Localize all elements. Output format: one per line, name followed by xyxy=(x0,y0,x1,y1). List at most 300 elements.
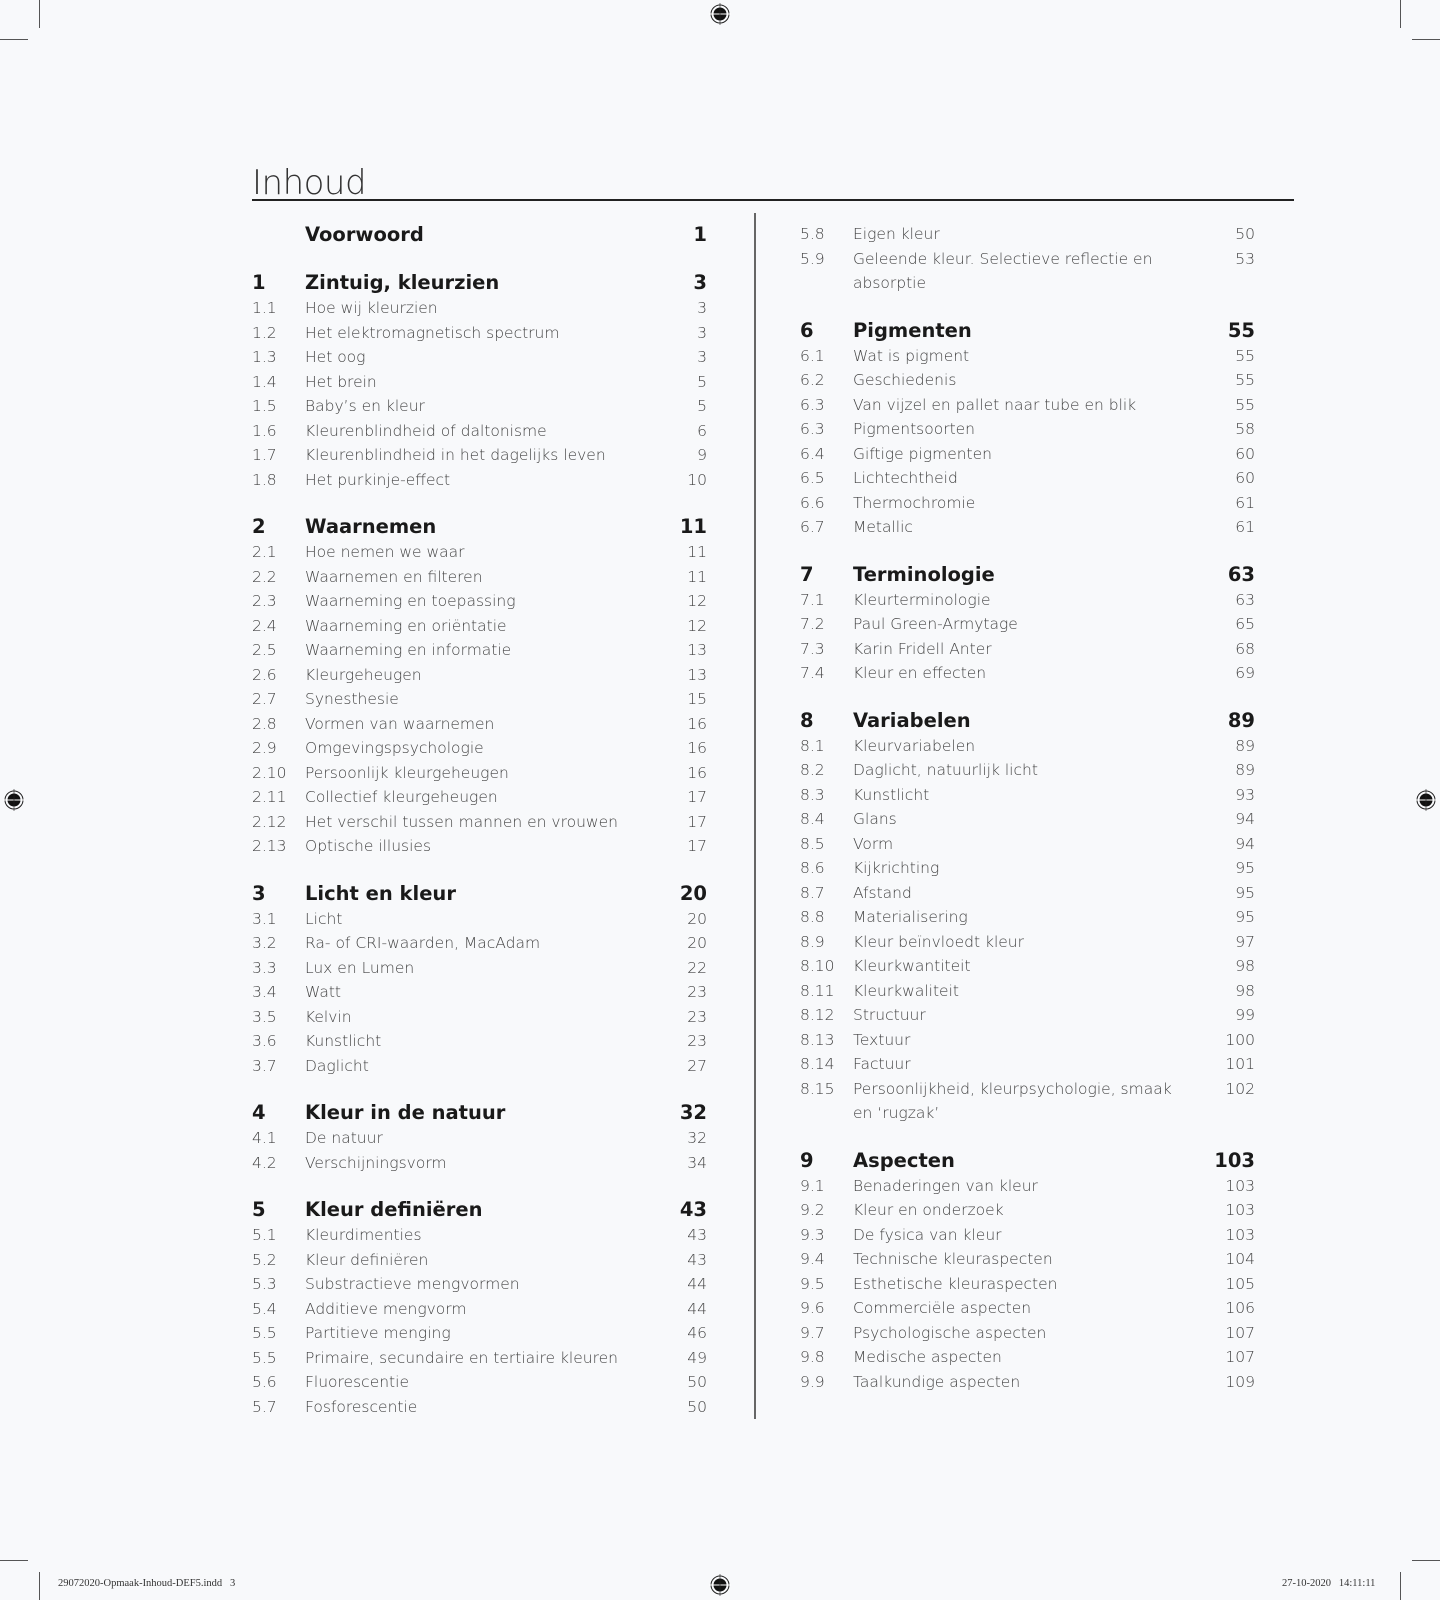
toc-entry xyxy=(252,931,707,956)
toc-label: Van vijzel en pallet naar tube en blik xyxy=(853,395,1137,414)
toc-entry xyxy=(800,661,1255,686)
toc-chapter xyxy=(800,708,1255,734)
toc-page: 94 xyxy=(1235,810,1255,828)
toc-label: Substractieve mengvormen xyxy=(305,1275,520,1293)
toc-page: 3 xyxy=(697,348,707,366)
toc-label: Waarneming en informatie xyxy=(305,641,512,659)
toc-num: 2.13 xyxy=(252,837,287,855)
toc-num: 9.7 xyxy=(800,1323,825,1342)
toc-entry xyxy=(252,419,707,444)
toc-page: 17 xyxy=(687,788,707,806)
toc-num: 7 xyxy=(800,562,814,586)
toc-page: 17 xyxy=(687,837,707,855)
toc-label: Omgevingspsychologie xyxy=(305,739,484,757)
toc-label: Primaire, secundaire en tertiaire kleuren xyxy=(305,1348,618,1367)
toc-num: 6 xyxy=(800,318,814,342)
crop-mark xyxy=(1400,0,1401,28)
toc-page: 20 xyxy=(687,909,707,928)
footer-file: 29072020-Opmaak-Inhoud-DEF5.indd 3 xyxy=(58,1578,236,1589)
crop-mark xyxy=(0,39,28,40)
toc-page: 16 xyxy=(687,763,707,782)
toc-page: 98 xyxy=(1235,957,1255,975)
toc-num: 8.4 xyxy=(800,810,825,828)
toc-label: Waarnemen en filteren xyxy=(305,567,483,586)
toc-page: 63 xyxy=(1235,590,1255,609)
toc-entry xyxy=(800,1003,1255,1028)
registration-mark-icon xyxy=(709,1574,731,1596)
toc-page: 89 xyxy=(1235,736,1255,755)
toc-entry xyxy=(800,856,1255,881)
registration-mark-icon xyxy=(3,789,25,811)
toc-page: 43 xyxy=(679,1198,707,1221)
toc-label: Additieve mengvorm xyxy=(305,1299,467,1318)
toc-page: 55 xyxy=(1235,395,1255,414)
toc-num: 2.6 xyxy=(252,665,277,684)
toc-num: 7.2 xyxy=(800,615,825,633)
toc-label: Het oog xyxy=(305,348,366,366)
crop-mark xyxy=(0,1560,28,1561)
toc-page: 97 xyxy=(1235,932,1255,951)
toc-entry xyxy=(252,540,707,565)
toc-num: 2.9 xyxy=(252,739,277,757)
toc-page: 61 xyxy=(1235,518,1255,536)
toc-entry xyxy=(252,468,707,493)
toc-label: Fluorescentie xyxy=(305,1373,409,1391)
toc-page: 100 xyxy=(1225,1030,1255,1049)
toc-page: 5 xyxy=(697,397,707,415)
toc-label: Daglicht, natuurlijk licht xyxy=(853,761,1038,779)
toc-entry xyxy=(800,344,1255,369)
toc-num: 3.2 xyxy=(252,934,277,952)
toc-page: 101 xyxy=(1225,1055,1255,1073)
toc-entry xyxy=(252,638,707,663)
toc-num: 1.6 xyxy=(252,421,277,440)
toc-entry xyxy=(800,807,1255,832)
toc-page: 23 xyxy=(687,1032,707,1050)
toc-entry xyxy=(800,1052,1255,1077)
toc-label: Commerciële aspecten xyxy=(853,1299,1032,1317)
toc-label: Geleende kleur. Selectieve reflectie en absorptie xyxy=(853,249,1153,292)
toc-num: 9.3 xyxy=(800,1225,825,1244)
toc-page: 49 xyxy=(687,1348,707,1367)
toc-page: 43 xyxy=(687,1250,707,1269)
toc-page: 3 xyxy=(697,299,707,317)
toc-num: 8.1 xyxy=(800,736,825,755)
toc-num: 9.8 xyxy=(800,1348,825,1366)
toc-page: 23 xyxy=(687,1007,707,1026)
toc-page: 98 xyxy=(1235,981,1255,1000)
toc-label: Voorwoord xyxy=(305,223,424,246)
toc-num: 2.8 xyxy=(252,714,277,733)
toc-num: 9.4 xyxy=(800,1250,825,1268)
toc-chapter xyxy=(252,270,707,296)
registration-mark-icon xyxy=(1415,789,1437,811)
toc-page: 5 xyxy=(697,372,707,391)
toc-label: Waarnemen xyxy=(305,515,437,538)
toc-label: De fysica van kleur xyxy=(853,1225,1002,1244)
toc-label: Daglicht xyxy=(305,1056,369,1075)
toc-entry xyxy=(800,637,1255,662)
toc-page: 55 xyxy=(1235,346,1255,365)
toc-label: Hoe wij kleurzien xyxy=(305,299,438,317)
toc-label: Ra- of CRI-waarden, MacAdam xyxy=(305,934,541,952)
toc-label: Optische illusies xyxy=(305,837,432,855)
footer-timestamp: 27-10-2020 14:11:11 xyxy=(1282,1578,1376,1589)
toc-num: 2.10 xyxy=(252,763,287,782)
toc-num: 8.2 xyxy=(800,761,825,779)
toc-label: Kleur definiëren xyxy=(305,1198,483,1221)
toc-label: Pigmenten xyxy=(853,318,972,342)
toc-label: De natuur xyxy=(305,1129,383,1147)
toc-page: 3 xyxy=(693,271,707,294)
toc-label: Metallic xyxy=(853,518,913,536)
toc-num xyxy=(252,222,305,248)
toc-page: 63 xyxy=(1227,562,1255,586)
toc-label: Hoe nemen we waar xyxy=(305,543,465,561)
toc-num: 4.2 xyxy=(252,1153,277,1172)
toc-page: 103 xyxy=(1225,1201,1255,1219)
toc-num: 2.3 xyxy=(252,592,277,610)
toc-label: Kleurgeheugen xyxy=(305,665,422,684)
toc-num: 3.7 xyxy=(252,1056,277,1075)
toc-label: Collectief kleurgeheugen xyxy=(305,788,498,806)
toc-entry xyxy=(800,1296,1255,1321)
toc-num: 8.7 xyxy=(800,883,825,902)
toc-entry xyxy=(252,687,707,712)
toc-entry xyxy=(800,930,1255,955)
toc-label: Aspecten xyxy=(853,1148,955,1172)
toc-entry xyxy=(800,1198,1255,1223)
toc-label: Licht en kleur xyxy=(305,881,456,905)
toc-num: 8 xyxy=(800,708,814,732)
toc-num: 5.1 xyxy=(252,1226,277,1244)
toc-label: Watt xyxy=(305,983,341,1001)
toc-num: 1.7 xyxy=(252,446,277,464)
crop-mark xyxy=(39,0,40,28)
toc-num: 8.14 xyxy=(800,1055,835,1073)
toc-page: 34 xyxy=(687,1153,707,1172)
toc-entry xyxy=(800,832,1255,857)
toc-chapter xyxy=(800,1148,1255,1174)
toc-page: 11 xyxy=(687,543,707,561)
toc-label: Glans xyxy=(853,810,897,828)
toc-chapter xyxy=(252,881,707,907)
toc-page: 99 xyxy=(1235,1006,1255,1024)
toc-left-column xyxy=(252,222,707,1419)
toc-label: Wat is pigment xyxy=(853,346,970,365)
toc-num: 1.1 xyxy=(252,299,277,317)
toc-chapter xyxy=(252,1100,707,1126)
toc-entry xyxy=(800,393,1255,418)
toc-entry xyxy=(252,345,707,370)
toc-page: 12 xyxy=(687,592,707,610)
toc-label: Kleurvariabelen xyxy=(853,736,976,755)
toc-label: Kleurenblindheid of daltonisme xyxy=(305,421,547,440)
toc-label: Het purkinje-effect xyxy=(305,470,451,489)
toc-label: Afstand xyxy=(853,883,912,902)
toc-page: 32 xyxy=(679,1101,707,1124)
toc-page: 27 xyxy=(687,1056,707,1075)
toc-num: 8.10 xyxy=(800,957,835,975)
toc-page: 50 xyxy=(1235,225,1255,243)
toc-entry xyxy=(252,614,707,639)
toc-label: Kijkrichting xyxy=(853,859,940,877)
toc-num: 2.12 xyxy=(252,812,287,831)
toc-num: 8.8 xyxy=(800,908,825,926)
toc-page: 11 xyxy=(687,567,707,586)
toc-entry xyxy=(800,588,1255,613)
toc-num: 6.3 xyxy=(800,395,825,414)
toc-num: 5.2 xyxy=(252,1250,277,1269)
toc-num: 3.3 xyxy=(252,958,277,977)
toc-num: 1.5 xyxy=(252,397,277,415)
toc-page: 102 xyxy=(1225,1079,1255,1098)
toc-label: Structuur xyxy=(853,1006,926,1024)
toc-num: 8.9 xyxy=(800,932,825,951)
toc-label: Karin Fridell Anter xyxy=(853,639,992,658)
toc-entry xyxy=(252,712,707,737)
toc-entry xyxy=(800,979,1255,1004)
toc-num: 3.5 xyxy=(252,1007,277,1026)
registration-mark-icon xyxy=(709,3,731,25)
toc-num: 2.2 xyxy=(252,567,277,586)
toc-entry xyxy=(252,1248,707,1273)
toc-label: Taalkundige aspecten xyxy=(853,1372,1021,1391)
toc-num: 3.6 xyxy=(252,1032,277,1050)
toc-entry xyxy=(800,247,1255,296)
toc-chapter xyxy=(252,1197,707,1223)
toc-num: 9.9 xyxy=(800,1372,825,1391)
crop-mark xyxy=(1412,1560,1440,1561)
toc-entry xyxy=(800,612,1255,637)
toc-entry xyxy=(252,1151,707,1176)
toc-entry xyxy=(800,783,1255,808)
toc-num: 7.3 xyxy=(800,639,825,658)
toc-label: Persoonlijkheid, kleurpsychologie, smaak en ‘rugzak’ xyxy=(853,1079,1172,1122)
toc-label: Kelvin xyxy=(305,1007,352,1026)
toc-label: Het verschil tussen mannen en vrouwen xyxy=(305,812,618,831)
toc-label: Textuur xyxy=(853,1030,911,1049)
toc-label: Kunstlicht xyxy=(305,1032,382,1050)
toc-page: 93 xyxy=(1235,785,1255,804)
toc-label: Materialisering xyxy=(853,908,968,926)
toc-entry xyxy=(800,881,1255,906)
toc-page: 55 xyxy=(1227,318,1255,342)
toc-entry xyxy=(252,1272,707,1297)
toc-entry xyxy=(800,905,1255,930)
toc-entry xyxy=(252,663,707,688)
toc-label: Het elektromagnetisch spectrum xyxy=(305,323,560,342)
toc-num: 5.5 xyxy=(252,1348,277,1367)
toc-label: Het brein xyxy=(305,372,377,391)
toc-num: 5.9 xyxy=(800,249,825,268)
toc-label: Kleurenblindheid in het dagelijks leven xyxy=(305,446,606,464)
toc-num: 5.7 xyxy=(252,1397,277,1416)
toc-page: 46 xyxy=(687,1324,707,1342)
toc-page: 6 xyxy=(697,421,707,440)
toc-label: Fosforescentie xyxy=(305,1397,418,1416)
toc-entry xyxy=(252,1321,707,1346)
toc-page: 89 xyxy=(1235,761,1255,779)
toc-entry xyxy=(800,1174,1255,1199)
toc-page: 17 xyxy=(687,812,707,831)
toc-num: 5.3 xyxy=(252,1275,277,1293)
crop-mark xyxy=(1412,39,1440,40)
toc-page: 1 xyxy=(693,223,707,246)
toc-num: 7.4 xyxy=(800,664,825,682)
toc-entry xyxy=(252,810,707,835)
toc-label: Lux en Lumen xyxy=(305,958,415,977)
page-title: Inhoud xyxy=(252,163,367,203)
toc-page: 109 xyxy=(1225,1372,1255,1391)
toc-label: Psychologische aspecten xyxy=(853,1323,1047,1342)
toc-entry xyxy=(800,222,1255,247)
toc-num: 8.13 xyxy=(800,1030,835,1049)
toc-entry xyxy=(252,589,707,614)
title-rule xyxy=(252,163,1294,201)
toc-label: Lichtechtheid xyxy=(853,469,958,487)
toc-page: 95 xyxy=(1235,908,1255,926)
toc-num: 8.15 xyxy=(800,1079,835,1098)
toc-num: 2.11 xyxy=(252,788,287,806)
toc-num: 6.5 xyxy=(800,469,825,487)
toc-entry xyxy=(252,296,707,321)
crop-mark xyxy=(39,1572,40,1600)
toc-num: 1.2 xyxy=(252,323,277,342)
toc-num: 9.5 xyxy=(800,1274,825,1293)
toc-label: Kleur beïnvloedt kleur xyxy=(853,932,1024,951)
toc-num: 6.3 xyxy=(800,420,825,438)
toc-num: 2.7 xyxy=(252,690,277,708)
toc-entry xyxy=(252,1346,707,1371)
toc-label: Kleur in de natuur xyxy=(305,1101,506,1124)
toc-label: Waarneming en toepassing xyxy=(305,592,516,610)
toc-num: 4 xyxy=(252,1101,266,1124)
toc-page: 95 xyxy=(1235,859,1255,877)
toc-num: 1.3 xyxy=(252,348,277,366)
toc-label: Geschiedenis xyxy=(853,371,957,389)
toc-page: 10 xyxy=(687,470,707,489)
toc-page: 61 xyxy=(1235,493,1255,512)
toc-entry xyxy=(252,1395,707,1420)
toc-entry xyxy=(800,1370,1255,1395)
toc-label: Technische kleuraspecten xyxy=(853,1250,1053,1268)
toc-entry xyxy=(800,1321,1255,1346)
toc-page: 60 xyxy=(1235,444,1255,463)
toc-entry xyxy=(252,565,707,590)
toc-page: 44 xyxy=(687,1299,707,1318)
toc-page: 53 xyxy=(1235,249,1255,268)
toc-page: 16 xyxy=(687,714,707,733)
toc-num: 9.1 xyxy=(800,1176,825,1195)
toc-entry xyxy=(252,1370,707,1395)
toc-entry xyxy=(252,321,707,346)
toc-num: 5 xyxy=(252,1198,266,1221)
toc-label: Terminologie xyxy=(853,562,995,586)
toc-entry xyxy=(252,1029,707,1054)
toc-num: 7.1 xyxy=(800,590,825,609)
toc-page: 107 xyxy=(1225,1323,1255,1342)
toc-num: 9.6 xyxy=(800,1299,825,1317)
toc-label: Eigen kleur xyxy=(853,225,940,243)
toc-entry xyxy=(800,442,1255,467)
toc-label: Factuur xyxy=(853,1055,911,1073)
toc-entry xyxy=(800,1247,1255,1272)
toc-entry xyxy=(800,491,1255,516)
toc-page: 20 xyxy=(687,934,707,952)
toc-label: Kleurdimenties xyxy=(305,1226,422,1244)
toc-page: 60 xyxy=(1235,469,1255,487)
toc-num: 8.3 xyxy=(800,785,825,804)
toc-chapter xyxy=(800,562,1255,588)
toc-entry xyxy=(800,734,1255,759)
toc-num: 3 xyxy=(252,881,266,905)
toc-page: 58 xyxy=(1235,420,1255,438)
toc-num: 4.1 xyxy=(252,1129,277,1147)
toc-page: 9 xyxy=(697,446,707,464)
toc-label: Medische aspecten xyxy=(853,1348,1002,1366)
toc-page: 20 xyxy=(679,881,707,905)
toc-label: Kleur definiëren xyxy=(305,1250,429,1269)
toc-label: Waarneming en oriëntatie xyxy=(305,616,507,635)
toc-num: 5.5 xyxy=(252,1324,277,1342)
toc-num: 2 xyxy=(252,515,266,538)
toc-label: Giftige pigmenten xyxy=(853,444,992,463)
toc-label: Verschijningsvorm xyxy=(305,1153,447,1172)
toc-entry xyxy=(800,1272,1255,1297)
toc-page: 65 xyxy=(1235,615,1255,633)
toc-num: 2.4 xyxy=(252,616,277,635)
toc-num: 2.1 xyxy=(252,543,277,561)
toc-page: 15 xyxy=(687,690,707,708)
toc-entry xyxy=(252,1005,707,1030)
toc-page: 3 xyxy=(697,323,707,342)
toc-label: Thermochromie xyxy=(853,493,976,512)
toc-page: 68 xyxy=(1235,639,1255,658)
toc-entry xyxy=(252,1297,707,1322)
toc-num: 8.12 xyxy=(800,1006,835,1024)
toc-page: 13 xyxy=(687,665,707,684)
toc-page: 95 xyxy=(1235,883,1255,902)
toc-label: Kleurkwantiteit xyxy=(853,957,971,975)
column-divider xyxy=(754,213,756,1419)
toc-entry xyxy=(252,370,707,395)
toc-num: 2.5 xyxy=(252,641,277,659)
toc-page: 11 xyxy=(679,515,707,538)
toc-entry xyxy=(800,954,1255,979)
toc-label: Baby’s en kleur xyxy=(305,397,425,415)
crop-mark xyxy=(1400,1572,1401,1600)
toc-entry xyxy=(800,1028,1255,1053)
toc-page: 103 xyxy=(1214,1148,1255,1172)
toc-label: Benaderingen van kleur xyxy=(853,1176,1038,1195)
toc-label: Licht xyxy=(305,909,343,928)
toc-num: 5.8 xyxy=(800,225,825,243)
toc-page: 32 xyxy=(687,1129,707,1147)
toc-num: 9.2 xyxy=(800,1201,825,1219)
toc-page: 50 xyxy=(687,1373,707,1391)
toc-label: Partitieve menging xyxy=(305,1324,451,1342)
toc-page: 104 xyxy=(1225,1250,1255,1268)
toc-entry xyxy=(800,1345,1255,1370)
toc-label: Variabelen xyxy=(853,708,971,732)
toc-num: 3.1 xyxy=(252,909,277,928)
toc-entry xyxy=(252,834,707,859)
toc-entry xyxy=(800,368,1255,393)
toc-entry xyxy=(800,1077,1255,1126)
toc-entry xyxy=(252,443,707,468)
toc-num: 9 xyxy=(800,1148,814,1172)
